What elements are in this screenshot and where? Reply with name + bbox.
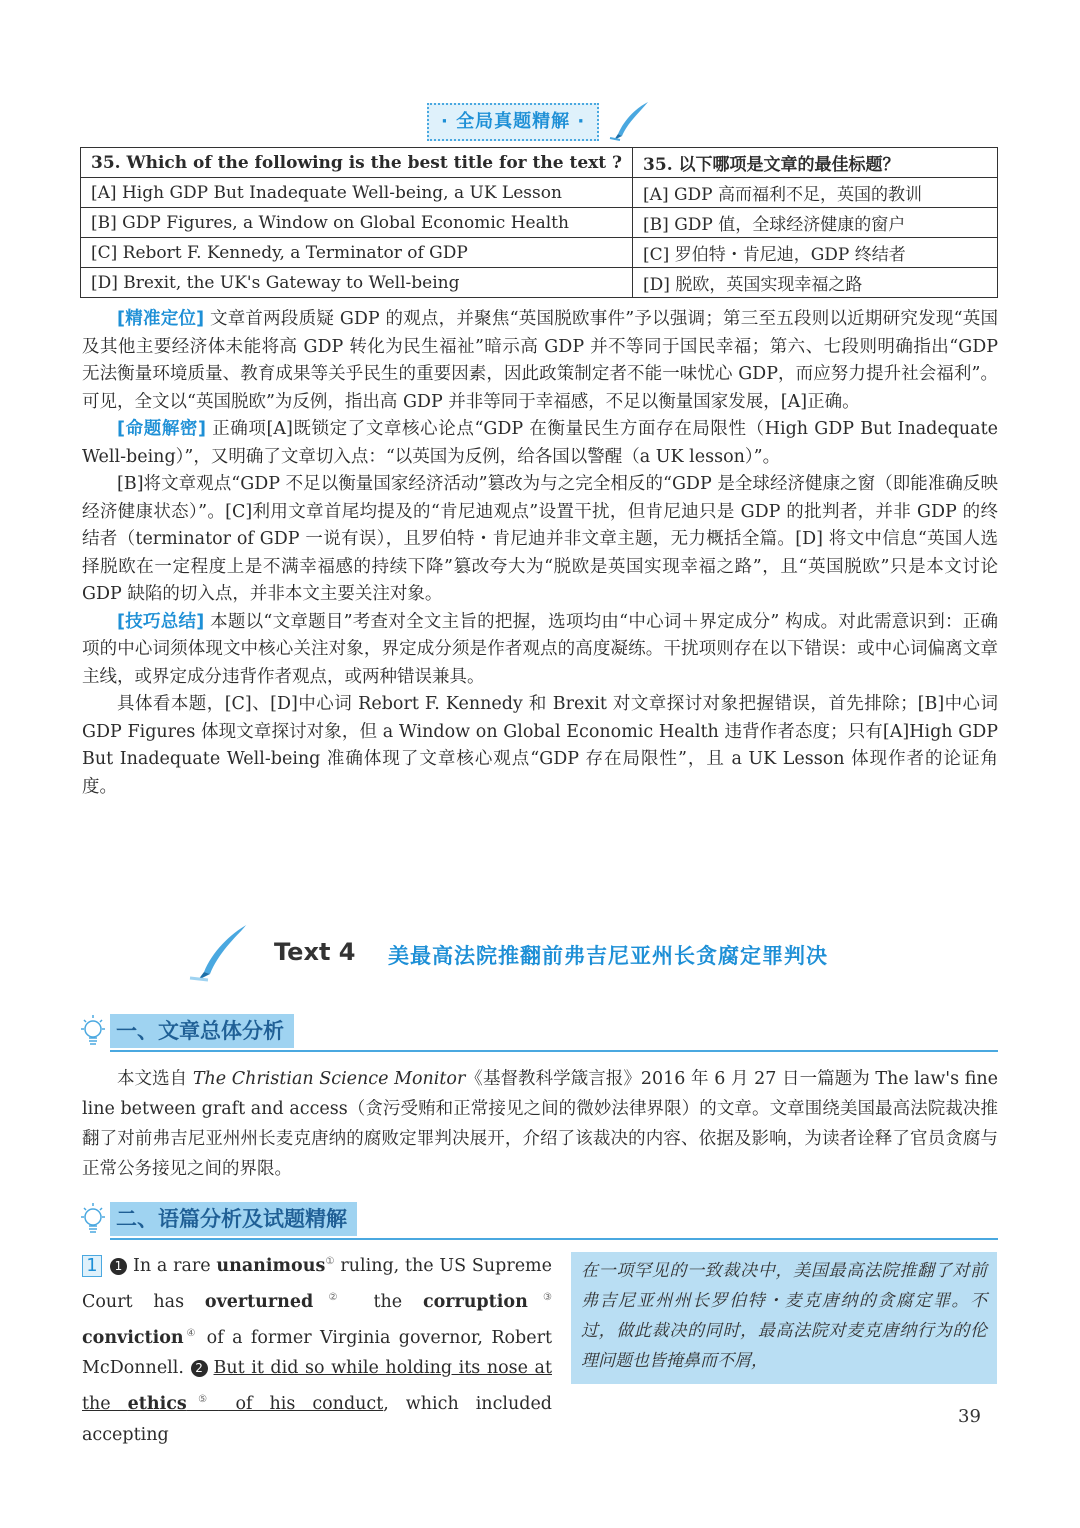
- translation-box: 在一项罕见的一致裁决中，美国最高法院推翻了对前弗吉尼亚州州长罗伯特・麦克唐纳的贪腐定罪。不过，做此裁决的同时，最高法院对麦克唐纳行为的伦理问题也皆掩鼻而不屑，: [571, 1252, 997, 1384]
- passage-text: In a rare: [133, 1255, 217, 1276]
- analysis-paragraph: [82, 306, 998, 416]
- option-c-en: [C] Rebort F. Kennedy, a Terminator of GDP: [81, 238, 633, 268]
- option-b-en: [B] GDP Figures, a Window on Global Economic Health: [81, 208, 633, 238]
- sentence-number: 1: [110, 1258, 127, 1275]
- overview-text: 本文选自: [117, 1069, 193, 1089]
- overview-paragraph: [82, 1064, 998, 1184]
- table-row: [81, 238, 998, 268]
- lightbulb-icon: [76, 1012, 110, 1052]
- vocab-word: corruption: [422, 1291, 528, 1312]
- text-title: 美最高法院推翻前弗吉尼亚州长贪腐定罪判决: [388, 944, 828, 968]
- table-row: [81, 208, 998, 238]
- text-number-label: Text 4: [274, 938, 356, 966]
- option-a-en: [A] High GDP But Inadequate Well-being, a UK Lesson: [81, 178, 633, 208]
- tag-positioning: [精准定位]: [117, 309, 205, 329]
- section-rule: [110, 1050, 998, 1052]
- analysis-text: 本题以“文章题目”考查对全文主旨的把握，选项均由“中心词＋界定成分” 构成。对此需意识到：正确项的中心词须体现文中核心关注对象，界定成分须是作者观点的高度凝练。干扰项则存在以下错误：或中心词偏离文章主线，或界定成分违背作者观点，或两种错误兼具。: [82, 611, 998, 687]
- passage-text: ruling, the US Supreme Court has: [82, 1255, 553, 1312]
- section-heading: 二、语篇分析及试题精解: [110, 1202, 357, 1236]
- option-b-zh: [B] GDP 值，全球经济健康的窗户: [633, 208, 998, 238]
- analysis-text: 正确项[A]既锁定了文章核心论点“GDP 在衡量民生方面存在局限性（High GDP But Inadequate Well-being）”，又明确了文章切入点：“以英国为反例，给各国以警醒（a UK lesson）”。: [82, 419, 998, 467]
- passage-text: the: [352, 1291, 423, 1312]
- table-row: [81, 148, 998, 178]
- vocab-word: conviction: [82, 1327, 184, 1348]
- analysis-paragraph: 具体看本题，[C]、[D]中心词 Rebort F. Kennedy 和 Brexit 对文章探讨对象把握错误，首先排除；[B]中心词 GDP Figures 体现文章探讨对象，但 a Window on Global Economic Health 违背作者态度；只有[A]High GDP But Inadequate Well-being 准确体现了文章核心观点“GDP 存在局限性”，且 a UK Lesson 体现作者的论证角度。: [82, 694, 998, 797]
- note-mark: ②: [313, 1291, 353, 1303]
- analysis-paragraph: [B]将文章观点“GDP 不足以衡量国家经济活动”篡改为与之完全相反的“GDP 是全球经济健康之窗（即能准确反映经济健康状态）”。[C]利用文章首尾均提及的“肯尼迪观点”设置干扰，但肯尼迪只是 GDP 的批判者，并非 GDP 的终结者（terminator of GDP 一说有误），且罗伯特・肯尼迪并非文章主题，无力概括全篇。[D] 将文中信息“英国人选择脱欧在一定程度上是不满幸福感的持续下降”篡改夸大为“脱欧是英国实现幸福之路”，且“英国脱欧”只是本文讨论 GDP 缺陷的切入点，并非本文主要关注对象。: [82, 474, 998, 604]
- note-mark: ③: [527, 1291, 553, 1303]
- overview-text: 《基督教科学箴言报》2016 年 6 月 27 日一篇题为 The law's fine line between graft and access（贪污受贿和正常接见之间的微妙法律界限）的文章。文章围绕美国最高法院裁决推翻了对前弗吉尼亚州州长麦克唐纳的腐败定罪判决展开，介绍了该裁决的内容、依据及影响，为读者诠释了官员贪腐与正常公务接见之间的界限。: [82, 1069, 999, 1179]
- paragraph-number: 1: [82, 1255, 102, 1277]
- question-zh: 35. 以下哪项是文章的最佳标题？: [633, 148, 998, 178]
- note-mark: ①: [325, 1256, 335, 1267]
- passage-text: of his conduct: [218, 1394, 384, 1415]
- note-mark: ⑤: [186, 1394, 219, 1406]
- analysis-paragraph: [82, 609, 998, 692]
- source-title: The Christian Science Monitor: [192, 1069, 466, 1089]
- tag-decoding: [命题解密]: [117, 419, 207, 439]
- table-row: [81, 178, 998, 208]
- passage-english: [82, 1246, 552, 1451]
- section-heading: 一、文章总体分析: [110, 1014, 294, 1048]
- sentence-number: 2: [191, 1360, 208, 1377]
- option-c-zh: [C] 罗伯特・肯尼迪，GDP 终结者: [633, 238, 998, 268]
- passage-text: of a former Virginia governor, Robert McDonnell.: [82, 1327, 552, 1379]
- section-header-discourse: [76, 1200, 998, 1240]
- option-d-en: [D] Brexit, the UK's Gateway to Well-being: [81, 268, 633, 298]
- quill-pen-icon: [188, 922, 252, 982]
- passage-text: , which included accepting: [82, 1394, 552, 1446]
- page-number: 39: [958, 1406, 981, 1427]
- passage-text: But it did so while holding its nose at the: [82, 1358, 552, 1415]
- analysis-paragraph: [82, 416, 998, 471]
- question-en: 35. Which of the following is the best title for the text ?: [81, 148, 633, 178]
- section-header-overall: [76, 1012, 998, 1052]
- vocab-word: unanimous: [216, 1255, 326, 1276]
- note-mark: ④: [183, 1327, 199, 1339]
- table-row: [81, 268, 998, 298]
- analysis-text: 文章首两段质疑 GDP 的观点，并聚焦“英国脱欧事件”予以强调；第三至五段则以近期研究发现“英国及其他主要经济体未能将高 GDP 转化为民生福祉”暗示高 GDP 并不等同于国民幸福；第六、七段则明确指出“GDP 无法衡量环境质量、教育成果等关乎民生的重要因素，因此政策制定者不能一味忧心 GDP，而应努力提升社会福利”。可见，全文以“英国脱欧”为反例，指出高 GDP 并非等同于幸福感，不足以衡量国家发展，[A]正确。: [82, 309, 999, 412]
- analysis-block: [82, 306, 998, 801]
- tag-summary: [技巧总结]: [117, 611, 205, 632]
- option-d-zh: [D] 脱欧，英国实现幸福之路: [633, 268, 998, 298]
- section-badge: · 全局真题精解 ·: [427, 103, 599, 141]
- vocab-word: ethics: [127, 1394, 187, 1415]
- lightbulb-icon: [76, 1200, 110, 1240]
- vocab-word: overturned: [204, 1291, 314, 1312]
- option-a-zh: [A] GDP 高而福利不足，英国的教训: [633, 178, 998, 208]
- quill-pen-icon: [608, 100, 652, 142]
- question-table: [80, 147, 998, 298]
- section-rule: [110, 1238, 998, 1240]
